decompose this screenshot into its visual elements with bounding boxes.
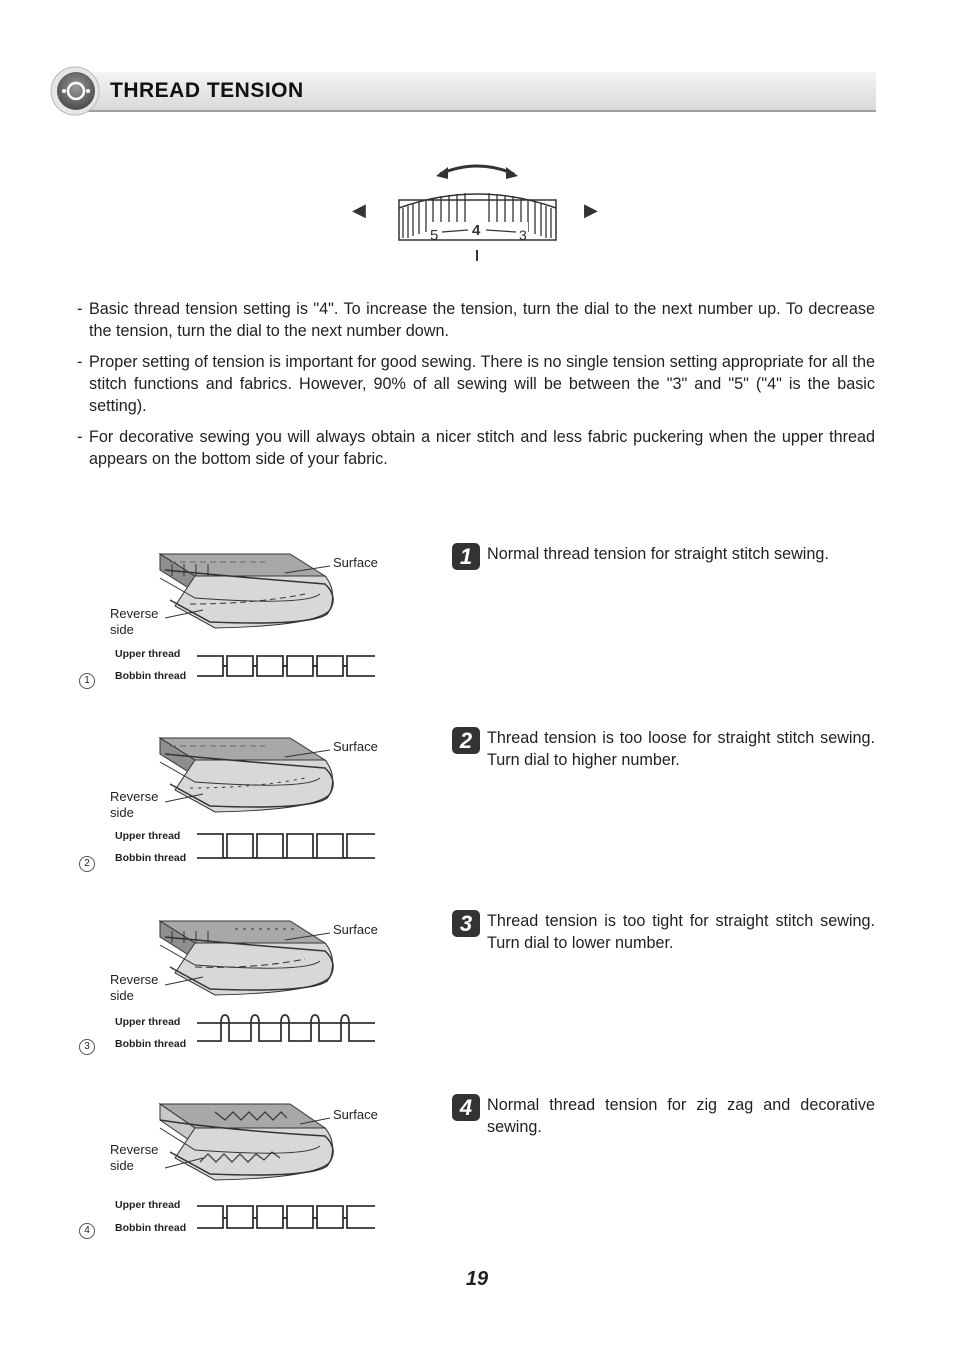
upper-thread-label: Upper thread [115,830,181,842]
figure-number: 3 [79,1039,95,1055]
surface-label: Surface [333,739,378,754]
right-arrow-icon: ▶ [584,200,598,220]
section-header [50,72,876,116]
reverse-side-label: Reverse side [110,1142,159,1173]
step-number-badge: 3 [452,910,480,937]
step-number-badge: 1 [452,543,480,570]
upper-thread-label: Upper thread [115,1016,181,1028]
instruction-item: - Basic thread tension setting is "4". To increase the tension, turn the dial to the next number up. To decrease the tension, turn the dial to the next number down. [77,300,875,340]
fabric-illustration-2 [75,732,395,877]
dial-number-3: 3 [519,227,527,243]
upper-thread-label: Upper thread [115,648,181,660]
instruction-item: - For decorative sewing you will always obtain a nicer stitch and less fabric puckering when the upper thread appears on the bottom side of your fabric. [77,428,875,468]
bobbin-thread-label: Bobbin thread [115,670,187,682]
reverse-side-label: Reverse side [110,789,159,820]
instruction-list [77,298,875,479]
surface-label: Surface [333,555,378,570]
tension-dial-figure [340,150,620,270]
figure-number: 1 [79,673,95,689]
step-number-badge: 2 [452,727,480,754]
step-text: Normal thread tension for zig zag and decorative sewing. [487,1096,875,1136]
fabric-illustration-3 [75,915,395,1060]
step-text: Thread tension is too loose for straight stitch sewing. Turn dial to higher number. [487,729,875,769]
step-4 [452,1094,875,1138]
step-number-badge: 4 [452,1094,480,1121]
header-circle-icon [50,66,100,116]
page-title: THREAD TENSION [110,79,304,102]
bobbin-thread-label: Bobbin thread [115,1222,187,1234]
figure-number: 2 [79,856,95,872]
surface-label: Surface [333,922,378,937]
reverse-side-label: Reverse side [110,606,159,637]
page-number: 19 [465,1268,489,1290]
step-3 [452,910,875,954]
dial-number-4: 4 [472,222,481,239]
bobbin-thread-label: Bobbin thread [115,852,187,864]
bobbin-thread-label: Bobbin thread [115,1038,187,1050]
left-arrow-icon: ◀ [352,200,366,220]
upper-thread-label: Upper thread [115,1199,181,1211]
reverse-side-label: Reverse side [110,972,159,1003]
instruction-item: - Proper setting of tension is important for good sewing. There is no single tension setting appropriate for all the stitch functions and fabrics. However, 90% of all sewing will be between the "3" and "5" ("4" is the basic setting). [77,353,875,415]
surface-label: Surface [333,1107,378,1122]
step-2 [452,727,875,771]
dial-number-5: 5 [430,227,439,244]
fabric-illustration-1 [75,548,395,693]
rotate-arrow-icon [440,166,514,174]
step-1 [452,543,875,569]
fabric-illustration-4 [75,1100,395,1245]
step-text: Thread tension is too tight for straight stitch sewing. Turn dial to lower number. [487,912,875,952]
step-text: Normal thread tension for straight stitch sewing. [487,545,829,563]
figure-number: 4 [79,1223,95,1239]
